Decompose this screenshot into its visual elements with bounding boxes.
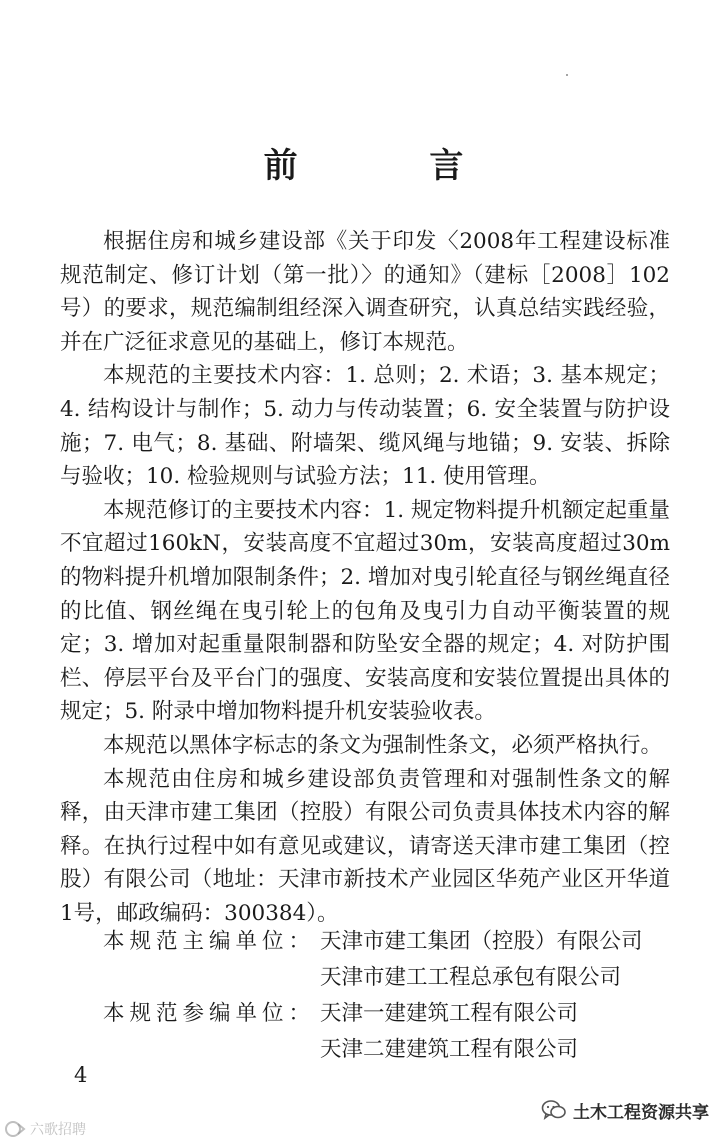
paragraph-1 bbox=[60, 225, 670, 359]
paragraph-2 bbox=[60, 359, 670, 493]
paragraph-5-tail: 1号，邮政编码：300384）。 bbox=[60, 900, 339, 926]
paragraph-4-text: 本规范以黑体字标志的条文为强制性条文，必须严格执行。 bbox=[103, 732, 663, 758]
chief-unit-name: 天津市建工集团（控股）有限公司 bbox=[320, 929, 643, 954]
paragraph-5-text: 本规范由住房和城乡建设部负责管理和对强制性条文的解释，由天津市建工集团（控股）有限公司负责具体技术内容的解释。在执行过程中如有意见或建议，请寄送天津市建工集团（控股）有限公司（地址：天津市新技术产业园区华苑产业区开华道 bbox=[60, 766, 670, 893]
watermark-left bbox=[4, 1118, 86, 1140]
page-title: 前 言 bbox=[263, 146, 524, 186]
chief-unit-name: 天津市建工工程总承包有限公司 bbox=[320, 965, 622, 990]
participating-unit-name: 天津二建建筑工程有限公司 bbox=[320, 1037, 579, 1062]
chief-unit-row bbox=[0, 960, 727, 996]
paragraph-5 bbox=[60, 763, 670, 931]
scan-speck bbox=[566, 74, 568, 76]
paragraph-4 bbox=[60, 729, 670, 763]
participating-unit-row bbox=[0, 1032, 727, 1068]
preface-body bbox=[60, 225, 670, 930]
paragraph-3-text: 本规范修订的主要技术内容：1. 规定物料提升机额定起重量不宜超过160kN，安装高度不宜超过30m，安装高度超过30m的物料提升机增加限制条件；2. 增加对曳引轮直径与钢丝绳直径的比值、钢丝绳在曳引轮上的包角及曳引力自动平衡装置的规定；3. 增加对起重量限制器和防坠安全器的规定；4. 对防护围栏、停层平台及平台门的强度、安装高度和安装位置提出具体的规定；5. 附录中增加物料提升机安装验收表。 bbox=[60, 497, 670, 725]
watermark-right-text: 土木工程资源共享 bbox=[573, 1102, 709, 1123]
paragraph-1-text: 根据住房和城乡建设部《关于印发〈2008年工程建设标准规范制定、修订计划（第一批）〉的通知》（建标［2008］102号）的要求，规范编制组经深入调查研究，认真总结实践经验，并在广泛征求意见的基础上，修订本规范。 bbox=[60, 229, 670, 355]
paragraph-2-tail: 11. 使用管理。 bbox=[402, 464, 551, 490]
watermark-right bbox=[541, 1098, 709, 1122]
paragraph-2-text: 本规范的主要技术内容：1. 总则；2. 术语；3. 基本规定；4. 结构设计与制作；5. 动力与传动装置；6. 安全装置与防护设施；7. 电气；8. 基础、附墙架、缆风绳与地锚；9. 安装、拆除与验收；10. 检验规则与试验方法； bbox=[60, 363, 670, 490]
chief-unit-label: 本规范主编单位： bbox=[103, 929, 316, 954]
participating-unit-row bbox=[0, 996, 727, 1032]
participating-unit-label: 本规范参编单位： bbox=[103, 1001, 316, 1026]
chief-unit-row bbox=[0, 924, 727, 960]
logo-icon bbox=[4, 1120, 26, 1138]
watermark-left-text: 六歌招聘 bbox=[30, 1122, 86, 1138]
wechat-icon bbox=[541, 1099, 567, 1121]
paragraph-3 bbox=[60, 494, 670, 729]
page-number: 4 bbox=[74, 1063, 88, 1087]
participating-unit-name: 天津一建建筑工程有限公司 bbox=[320, 1001, 579, 1026]
editing-units bbox=[0, 924, 727, 1068]
